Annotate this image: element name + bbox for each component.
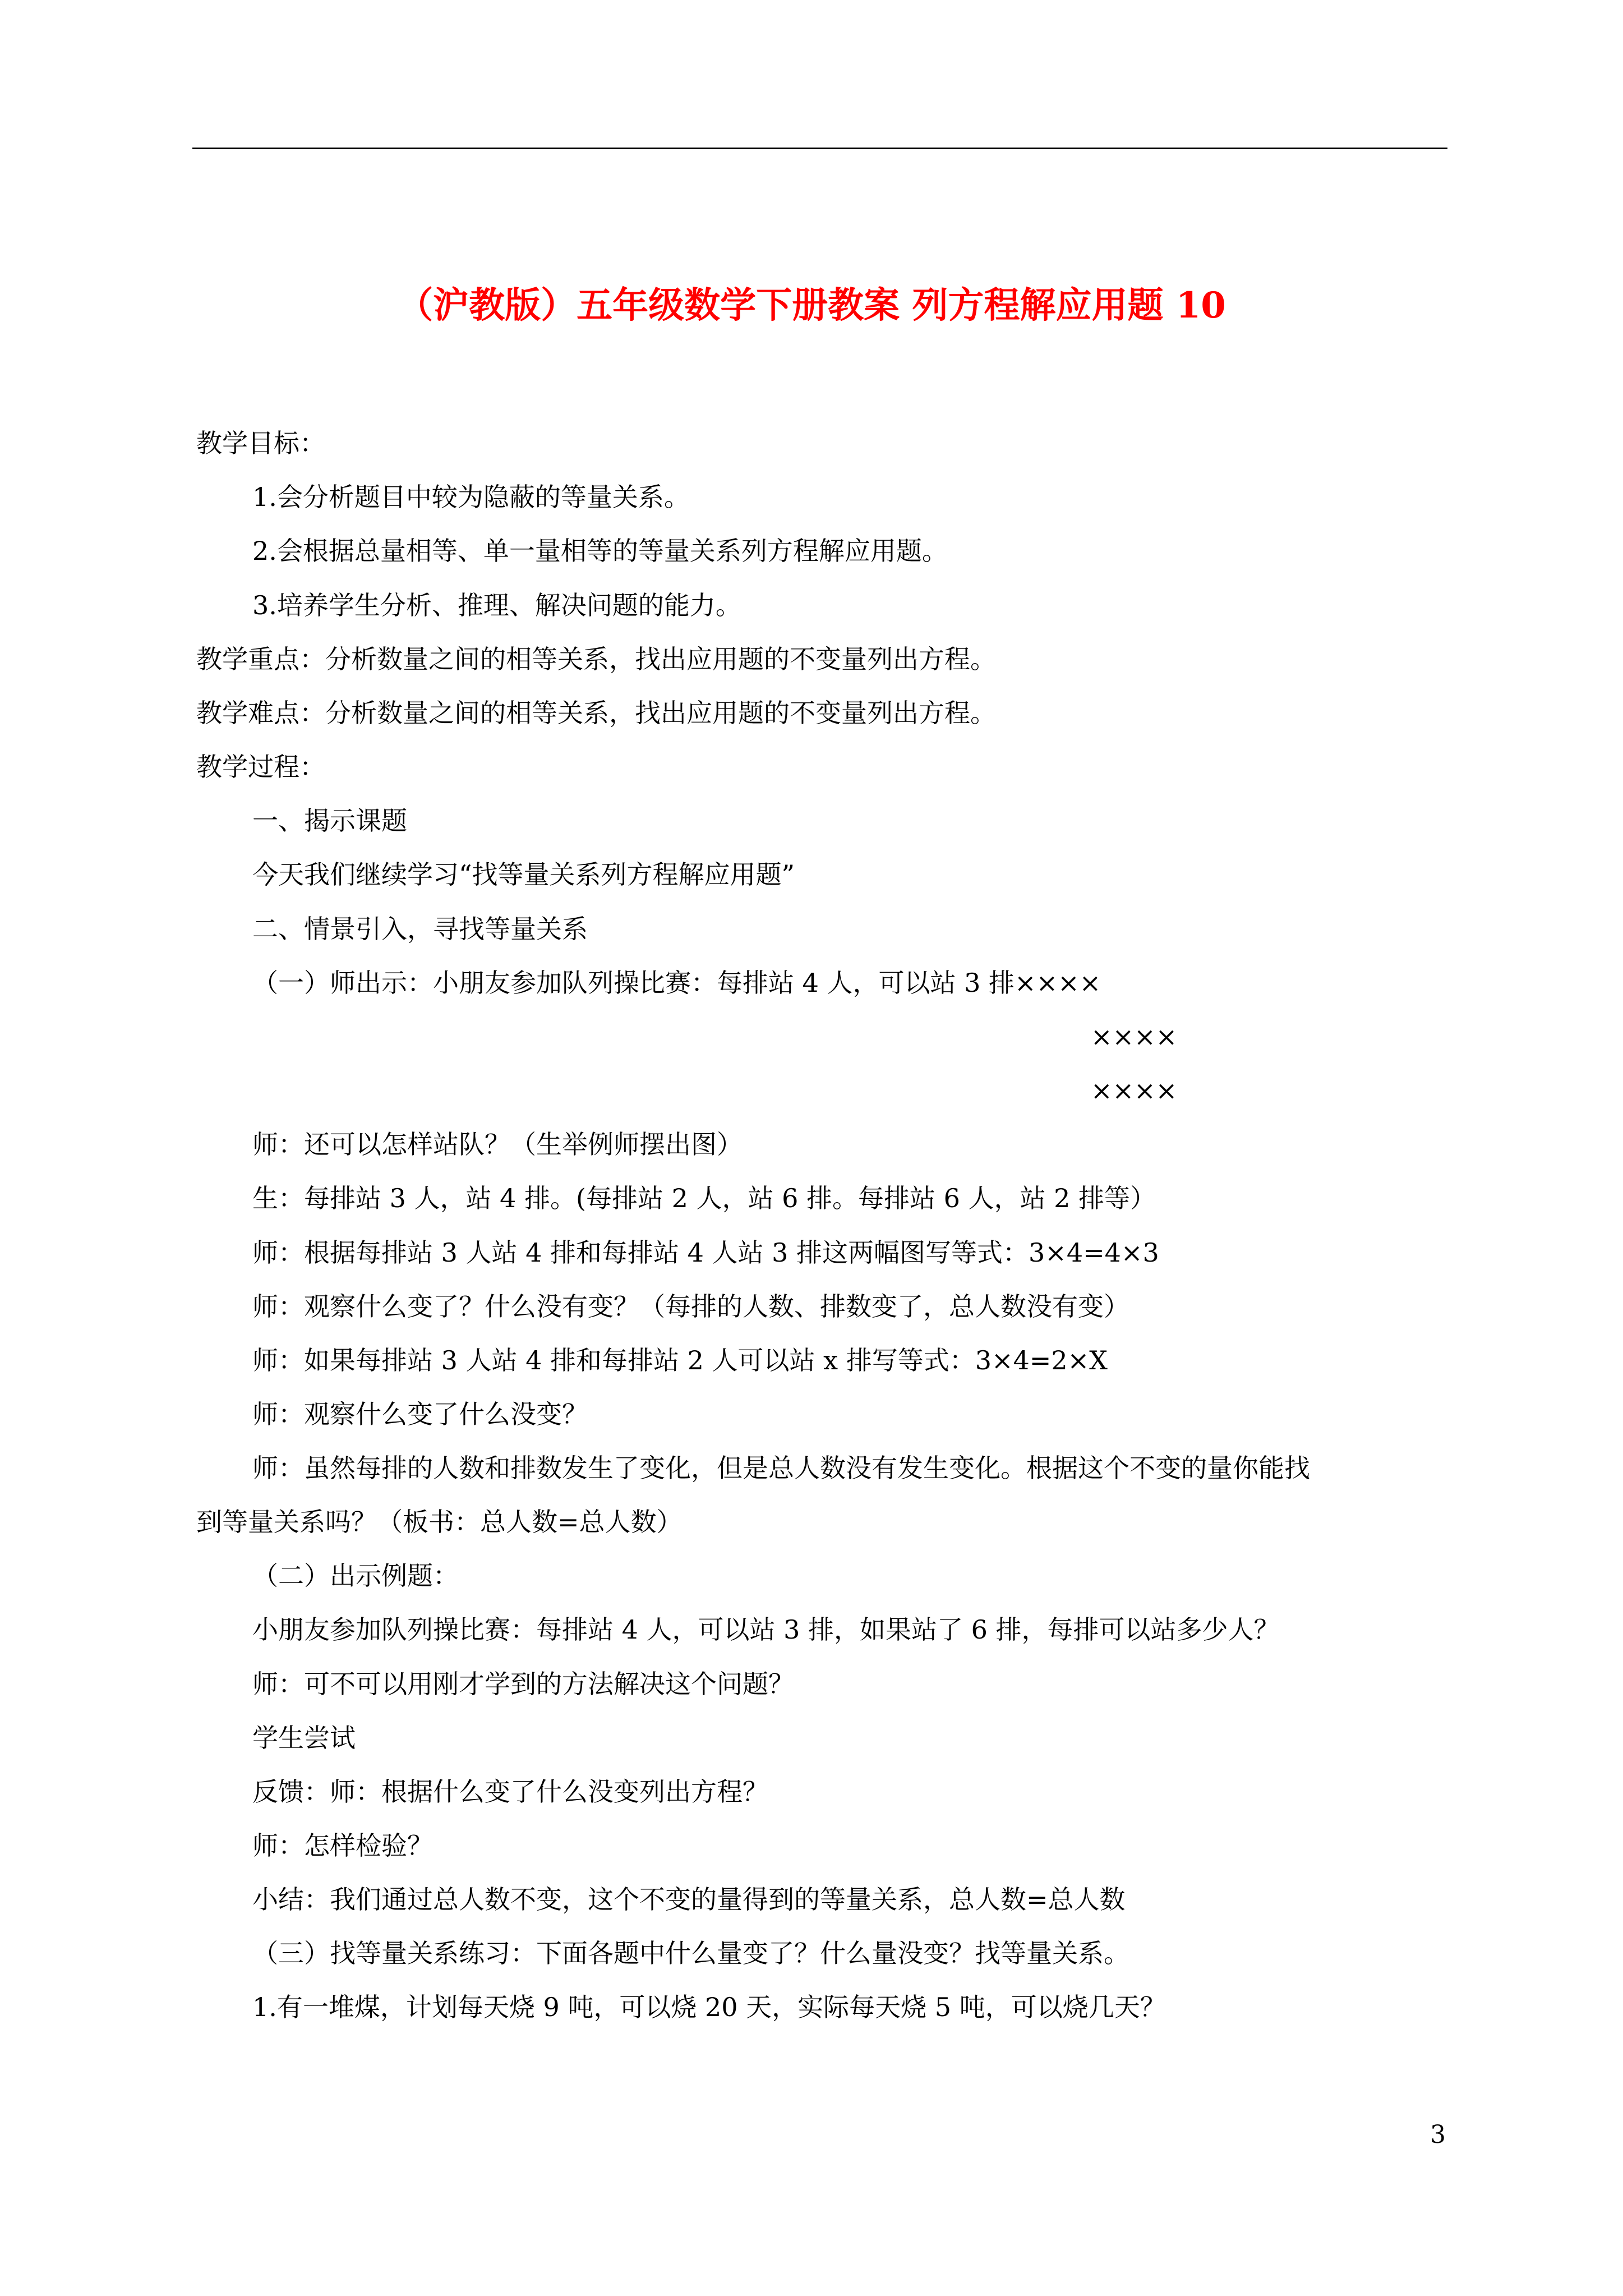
objective-item-3: 3.培养学生分析、推理、解决问题的能力。 <box>252 590 741 620</box>
header-rule <box>192 148 1447 149</box>
subsection-heading: （二）出示例题： <box>252 1561 459 1591</box>
objective-item-1: 1.会分析题目中较为隐蔽的等量关系。 <box>252 482 690 512</box>
objective-item-2: 2.会根据总量相等、单一量相等的等量关系列方程解应用题。 <box>252 536 948 566</box>
paragraph: 师：观察什么变了？什么没有变？（每排的人数、排数变了，总人数没有变） <box>252 1291 1129 1322</box>
paragraph: 反馈：师：根据什么变了什么没变列出方程？ <box>252 1777 768 1807</box>
paragraph: 师：怎样检验？ <box>252 1830 433 1861</box>
exercise-item-1: 1.有一堆煤，计划每天烧 9 吨，可以烧 20 天，实际每天烧 5 吨，可以烧几天？ <box>252 1992 1166 2022</box>
step-heading-2: 二、情景引入，寻找等量关系 <box>252 914 588 944</box>
section-heading-process: 教学过程： <box>196 752 325 782</box>
example-problem: 小朋友参加队列操比赛：每排站 4 人，可以站 3 排，如果站了 6 排，每排可以站多少人？ <box>252 1614 1280 1645</box>
paragraph: 师：还可以怎样站队？（生举例师摆出图） <box>252 1129 743 1159</box>
cross-row: ×××× <box>1091 1022 1178 1052</box>
paragraph: 师：如果每排站 3 人站 4 排和每排站 2 人可以站 x 排写等式：3×4=2×X <box>252 1345 1108 1375</box>
paragraph: 学生尝试 <box>252 1723 356 1753</box>
paragraph: 师：根据每排站 3 人站 4 排和每排站 4 人站 3 排这两幅图写等式：3×4=4×3 <box>252 1237 1159 1268</box>
difficulty-line: 教学难点：分析数量之间的相等关系，找出应用题的不变量列出方程。 <box>196 698 996 728</box>
section-heading-objectives: 教学目标： <box>196 428 325 458</box>
key-point-line: 教学重点：分析数量之间的相等关系，找出应用题的不变量列出方程。 <box>196 644 996 674</box>
paragraph-continuation: 到等量关系吗？（板书：总人数=总人数） <box>196 1507 683 1537</box>
subsection-heading: （三）找等量关系练习：下面各题中什么量变了？什么量没变？找等量关系。 <box>252 1938 1129 1968</box>
paragraph: 生：每排站 3 人，站 4 排。(每排站 2 人，站 6 排。每排站 6 人，站 2 排等） <box>252 1183 1156 1213</box>
paragraph: （一）师出示：小朋友参加队列操比赛：每排站 4 人，可以站 3 排×××× <box>252 968 1101 998</box>
paragraph: 今天我们继续学习“找等量关系列方程解应用题” <box>252 859 795 890</box>
paragraph: 师：可不可以用刚才学到的方法解决这个问题？ <box>252 1669 794 1699</box>
document-title: （沪教版）五年级数学下册教案 列方程解应用题 10 <box>397 284 1226 326</box>
step-heading-1: 一、揭示课题 <box>252 806 407 836</box>
paragraph: 师：虽然每排的人数和排数发生了变化，但是总人数没有发生变化。根据这个不变的量你能找 <box>252 1453 1310 1483</box>
paragraph: 师：观察什么变了什么没变？ <box>252 1399 588 1429</box>
summary-line: 小结：我们通过总人数不变，这个不变的量得到的等量关系，总人数=总人数 <box>252 1884 1126 1915</box>
page-number: 3 <box>1430 2120 1446 2149</box>
cross-row: ×××× <box>1091 1075 1178 1106</box>
